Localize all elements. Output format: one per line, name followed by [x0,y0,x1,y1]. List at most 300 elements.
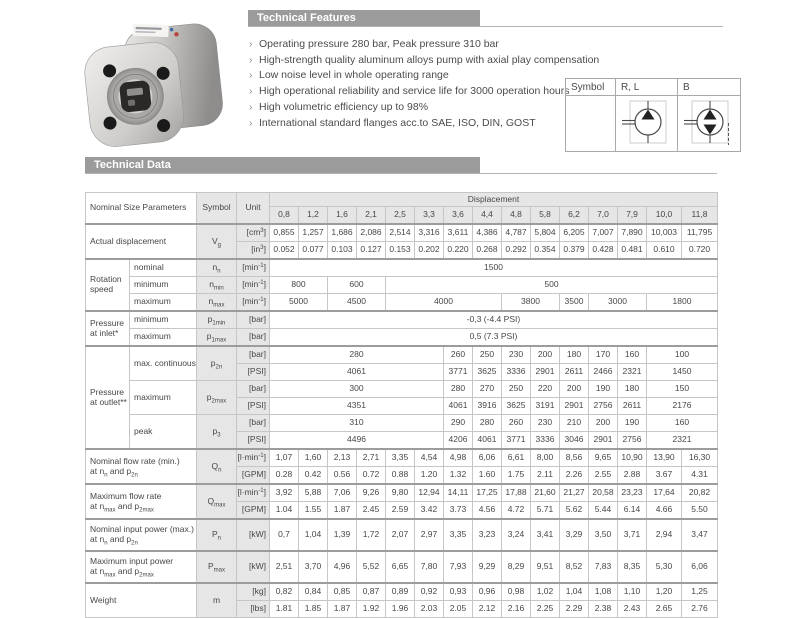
table-cell: 2756 [589,398,618,415]
table-cell: 2176 [647,398,718,415]
table-cell: 1,10 [618,583,647,601]
table-cell: 4.56 [473,502,502,520]
table-cell: 21,60 [531,484,560,502]
table-cell: 2.45 [357,502,386,520]
table-cell: 190 [618,415,647,432]
table-cell: 1,04 [299,519,328,551]
table-cell: $[\min^{-1}]$ [237,294,270,312]
table-cell: 4061 [444,398,473,415]
table-cell: 7,9 [618,207,647,225]
table-cell: 6,06 [473,449,502,467]
table-cell: [bar] [237,415,270,432]
table-cell: 310 [270,415,444,432]
table-cell: 3625 [502,398,531,415]
table-cell: 20,82 [682,484,718,502]
table-cell: $p_3$ [197,415,237,450]
table-cell: 1.55 [299,502,328,520]
table-cell: 0.153 [386,242,415,260]
table-cell: 150 [647,381,718,398]
table-cell: 2.05 [444,601,473,618]
table-cell: 170 [589,346,618,364]
table-cell: 17,25 [473,484,502,502]
table-cell: 280 [473,415,502,432]
table-cell: 4351 [270,398,444,415]
table-cell: 3,611 [444,224,473,242]
table-cell: 2,51 [270,551,299,583]
bullet-marker: › [249,38,253,50]
table-cell: 300 [270,381,444,398]
table-cell: 21,27 [560,484,589,502]
table-cell: $[\min^{-1}]$ [237,277,270,294]
table-cell: 1,08 [589,583,618,601]
table-cell: Rotation speed [86,259,130,311]
table-cell: 1,2 [299,207,328,225]
table-cell: 2901 [589,432,618,450]
table-cell: 0.103 [328,242,357,260]
table-cell: 1,60 [299,449,328,467]
table-cell: 0.42 [299,467,328,485]
table-cell: 250 [473,346,502,364]
table-cell: 0.28 [270,467,299,485]
bullet-marker: › [249,116,253,129]
table-cell: 3336 [502,364,531,381]
table-cell: 0.72 [357,467,386,485]
table-cell: 0.88 [386,467,415,485]
table-cell: 3,41 [531,519,560,551]
table-cell: 0,92 [415,583,444,601]
table-cell: minimum [130,311,197,329]
table-cell: 1,04 [560,583,589,601]
table-cell: 270 [473,381,502,398]
table-cell: 3916 [473,398,502,415]
table-cell: 230 [531,415,560,432]
table-cell: 0.428 [589,242,618,260]
table-cell: 7,890 [618,224,647,242]
table-cell: 0.379 [560,242,589,260]
table-cell: 9,26 [357,484,386,502]
table-cell: 6,06 [682,551,718,583]
table-cell: 4,4 [473,207,502,225]
table-cell: 220 [531,381,560,398]
table-cell: maximum [130,329,197,347]
feature-text: International standard flanges acc.to SAE, ISO, DIN, GOST [259,116,536,129]
table-cell: 5.44 [589,502,618,520]
table-cell: 2,5 [386,207,415,225]
table-cell: 1,39 [328,519,357,551]
feature-text: Operating pressure 280 bar, Peak pressure 310 bar [259,38,499,50]
table-cell: 1.96 [386,601,415,618]
table-cell: 11,795 [682,224,718,242]
table-cell: 250 [502,381,531,398]
feature-text: High volumetric efficiency up to 98% [259,100,429,113]
table-cell: 10,0 [647,207,682,225]
table-cell: 5000 [270,294,328,312]
table-cell: 4496 [270,432,444,450]
table-cell: minimum [130,277,197,294]
feature-text: Low noise level in whole operating range [259,69,449,82]
table-cell: 2901 [560,398,589,415]
table-cell: 2.03 [415,601,444,618]
table-cell: 0,85 [328,583,357,601]
table-cell: 2,94 [647,519,682,551]
table-cell: 2.12 [473,601,502,618]
table-cell: 1.04 [270,502,299,520]
table-cell: Symbol [197,193,237,225]
table-cell: $p_{2max}$ [197,381,237,415]
table-cell: 16,30 [682,449,718,467]
table-cell: 1,02 [531,583,560,601]
table-cell: 6.14 [618,502,647,520]
table-cell: 0.610 [647,242,682,260]
table-cell: 1.81 [270,601,299,618]
table-cell: 3500 [560,294,589,312]
pump-symbol-b-cell [678,96,741,152]
table-cell: 20,58 [589,484,618,502]
table-cell: 2.65 [647,601,682,618]
table-cell: 500 [386,277,718,294]
table-cell: 3,3 [415,207,444,225]
table-cell: max. continuous [130,346,197,381]
table-cell: 1450 [647,364,718,381]
table-cell: 180 [618,381,647,398]
table-cell: 8,56 [560,449,589,467]
table-cell: 2.29 [560,601,589,618]
table-cell: 210 [560,415,589,432]
table-cell: 8,29 [502,551,531,583]
table-cell: 0,82 [270,583,299,601]
table-cell: 1,72 [357,519,386,551]
symbol-table-header-symbol: Symbol [566,79,616,96]
table-cell: 5,52 [357,551,386,583]
pump-symbol-rl-cell [616,96,678,152]
table-cell: 3,6 [444,207,473,225]
table-cell: maximum [130,294,197,312]
table-cell: 290 [444,415,473,432]
table-cell: $[l\cdot\min^{-1}]$ [237,449,270,467]
table-cell: 7,007 [589,224,618,242]
technical-data-header [85,157,717,174]
table-cell: 1.87 [328,601,357,618]
table-cell: 5.62 [560,502,589,520]
table-cell: Weight [86,583,197,618]
table-cell: 200 [589,415,618,432]
table-cell: maximum [130,381,197,415]
table-cell: 200 [560,381,589,398]
technical-data-title: Technical Data [85,157,480,173]
table-cell: 0,5 (7.3 PSI) [270,329,718,347]
table-cell: 1,20 [647,583,682,601]
table-cell: 160 [618,346,647,364]
table-cell: Displacement [270,193,718,207]
table-cell: [bar] [237,346,270,364]
table-cell: Nominal flow rate (min.) at $n_n$ and $p_{2n}$ [86,449,197,484]
table-cell: 17,88 [502,484,531,502]
table-cell: 0.127 [357,242,386,260]
table-cell: 3000 [589,294,647,312]
table-cell: 2.55 [589,467,618,485]
table-cell: 2,13 [328,449,357,467]
table-cell: 3,70 [299,551,328,583]
table-cell: 6,2 [560,207,589,225]
table-cell: 2,086 [357,224,386,242]
table-cell: 1,6 [328,207,357,225]
table-cell: [bar] [237,381,270,398]
table-cell: $Q_n$ [197,449,237,484]
table-cell: 2466 [589,364,618,381]
table-cell: 0,98 [502,583,531,601]
table-cell: $n_n$ [197,259,237,277]
pump-product-photo [78,16,236,148]
table-cell: peak [130,415,197,450]
table-cell: 1,07 [270,449,299,467]
table-cell: 3.67 [647,467,682,485]
table-cell: 2.76 [682,601,718,618]
table-cell: 5,88 [299,484,328,502]
table-cell: $P_{max}$ [197,551,237,583]
table-cell: 1800 [647,294,718,312]
table-cell: 0.354 [531,242,560,260]
table-cell: 10,90 [618,449,647,467]
table-cell: 0.292 [502,242,531,260]
table-cell: 0,7 [270,519,299,551]
table-cell: 3.73 [444,502,473,520]
table-cell: 2,71 [357,449,386,467]
table-cell: 5.71 [531,502,560,520]
table-cell: 260 [444,346,473,364]
symbol-table-header-b: B [678,79,741,96]
table-cell: 4061 [270,364,444,381]
table-cell: 3,23 [473,519,502,551]
table-cell: [PSI] [237,364,270,381]
table-cell: $n_{min}$ [197,277,237,294]
table-cell: 0.077 [299,242,328,260]
table-cell: 280 [444,381,473,398]
table-cell: 5,8 [531,207,560,225]
table-cell: 0,96 [473,583,502,601]
table-cell: $p_{1max}$ [197,329,237,347]
table-cell: $[cm^3]$ [237,224,270,242]
table-cell: 2.43 [618,601,647,618]
table-cell: 7,93 [444,551,473,583]
table-cell: 3800 [502,294,560,312]
table-cell: 7,06 [328,484,357,502]
table-cell: 4.31 [682,467,718,485]
table-cell: 8,00 [531,449,560,467]
table-cell: 2.11 [531,467,560,485]
table-cell: 0.268 [473,242,502,260]
table-cell: 1.75 [502,467,531,485]
table-cell: 4,386 [473,224,502,242]
table-cell: 1.92 [357,601,386,618]
table-cell: 9,80 [386,484,415,502]
table-cell: 3,92 [270,484,299,502]
table-cell: 3046 [560,432,589,450]
table-cell: [PSI] [237,432,270,450]
table-cell: 0,93 [444,583,473,601]
table-cell: $[in^3]$ [237,242,270,260]
table-cell: 2321 [647,432,718,450]
table-cell: 4,96 [328,551,357,583]
symbol-table [565,78,741,152]
table-cell: 3,50 [589,519,618,551]
table-cell: 1,257 [299,224,328,242]
table-cell: 2,07 [386,519,415,551]
table-cell: 2756 [618,432,647,450]
table-cell: 3,316 [415,224,444,242]
table-cell: 0.720 [682,242,718,260]
table-cell: Nominal input power (max.) at $n_n$ and $p_{2n}$ [86,519,197,551]
table-cell: $p_{1min}$ [197,311,237,329]
table-cell: 160 [647,415,718,432]
table-cell: 2611 [560,364,589,381]
table-cell: 0.202 [415,242,444,260]
table-cell: 6,205 [560,224,589,242]
table-cell: 3.42 [415,502,444,520]
table-cell: 2,1 [357,207,386,225]
table-cell: 4,54 [415,449,444,467]
table-cell: 4,787 [502,224,531,242]
bullet-marker: › [249,69,253,82]
table-cell: 4061 [473,432,502,450]
table-cell: nominal [130,259,197,277]
table-cell: 4.72 [502,502,531,520]
technical-data-table-body [86,193,718,618]
symbol-table-header-rl: R, L [616,79,678,96]
feature-text: High-strength quality aluminum alloys pump with axial play compensation [259,53,600,66]
technical-features-title: Technical Features [248,10,480,26]
table-cell: 2.88 [618,467,647,485]
table-cell: 7,0 [589,207,618,225]
table-cell: 9,51 [531,551,560,583]
table-cell: 9,65 [589,449,618,467]
table-cell: [kW] [237,519,270,551]
table-cell: 3,35 [386,449,415,467]
table-cell: [bar] [237,311,270,329]
table-cell: 1.32 [444,467,473,485]
table-cell: $[\min^{-1}]$ [237,259,270,277]
table-cell: 5,804 [531,224,560,242]
table-cell: 3771 [444,364,473,381]
table-cell: [PSI] [237,398,270,415]
table-cell: [bar] [237,329,270,347]
table-cell: 8,35 [618,551,647,583]
table-cell: 7,80 [415,551,444,583]
table-cell: Pressure at outlet** [86,346,130,449]
table-cell: $Q_{max}$ [197,484,237,519]
table-cell: 14,11 [444,484,473,502]
table-cell: 3771 [502,432,531,450]
table-cell: 2.25 [531,601,560,618]
table-cell: $[l\cdot\min^{-1}]$ [237,484,270,502]
technical-data-table [85,192,718,618]
table-cell: 0,89 [386,583,415,601]
table-cell: Pressure at inlet* [86,311,130,346]
table-cell: 600 [328,277,386,294]
table-cell: 11,8 [682,207,718,225]
table-cell: 9,29 [473,551,502,583]
table-cell: 17,64 [647,484,682,502]
table-cell: 13,90 [647,449,682,467]
table-cell: $p_{2n}$ [197,346,237,381]
table-cell: 1,686 [328,224,357,242]
table-cell: 7,83 [589,551,618,583]
table-cell: 4,98 [444,449,473,467]
table-cell: [lbs] [237,601,270,618]
table-cell: 0,855 [270,224,299,242]
table-cell: 280 [270,346,444,364]
table-cell: [kg] [237,583,270,601]
table-cell: 2,97 [415,519,444,551]
table-cell: 0.481 [618,242,647,260]
feature-item [249,53,729,69]
table-cell: 23,23 [618,484,647,502]
table-cell: 8,52 [560,551,589,583]
table-cell: 2.16 [502,601,531,618]
table-cell: Unit [237,193,270,225]
feature-text: High operational reliability and service life for 3000 operation hours [259,85,570,98]
table-cell: 6,65 [386,551,415,583]
table-cell: 2,514 [386,224,415,242]
table-cell: 1500 [270,259,718,277]
table-cell: 180 [560,346,589,364]
table-cell: 12,94 [415,484,444,502]
bullet-marker: › [249,85,253,98]
table-cell: $P_n$ [197,519,237,551]
bullet-marker: › [249,53,253,66]
table-cell: Nominal Size Parameters [86,193,197,225]
table-cell: 230 [502,346,531,364]
table-cell: 3,35 [444,519,473,551]
technical-features-header [248,10,723,27]
table-cell: 3191 [531,398,560,415]
table-cell: [GPM] [237,467,270,485]
table-cell: 3,29 [560,519,589,551]
table-cell: 2.59 [386,502,415,520]
table-cell: 800 [270,277,328,294]
table-cell: -0,3 (-4.4 PSI) [270,311,718,329]
table-cell: 0.052 [270,242,299,260]
table-cell: [GPM] [237,502,270,520]
table-cell: 4.66 [647,502,682,520]
table-cell: 200 [531,346,560,364]
table-cell: 3625 [473,364,502,381]
table-cell: 6,61 [502,449,531,467]
table-cell: m [197,583,237,618]
table-cell: 4206 [444,432,473,450]
table-cell: $n_{max}$ [197,294,237,312]
symbol-table-empty-cell [566,96,616,152]
table-cell: 3,71 [618,519,647,551]
table-cell: 260 [502,415,531,432]
table-cell: 4000 [386,294,502,312]
pump-single-flow-direction-icon [620,96,674,148]
table-cell: [kW] [237,551,270,583]
table-cell: 5.50 [682,502,718,520]
pump-two-flow-directions-icon [682,96,736,148]
table-cell: 0,87 [357,583,386,601]
table-cell: 1.85 [299,601,328,618]
table-cell: 3,24 [502,519,531,551]
bullet-marker: › [249,100,253,113]
table-cell: 4500 [328,294,386,312]
table-cell: 2.26 [560,467,589,485]
table-cell: Actual displacement [86,224,197,259]
table-cell: 1.87 [328,502,357,520]
table-cell: 1,25 [682,583,718,601]
table-cell: 2611 [618,398,647,415]
table-cell: 0,8 [270,207,299,225]
table-cell: Maximum input power at $n_{max}$ and $p_{2max}$ [86,551,197,583]
